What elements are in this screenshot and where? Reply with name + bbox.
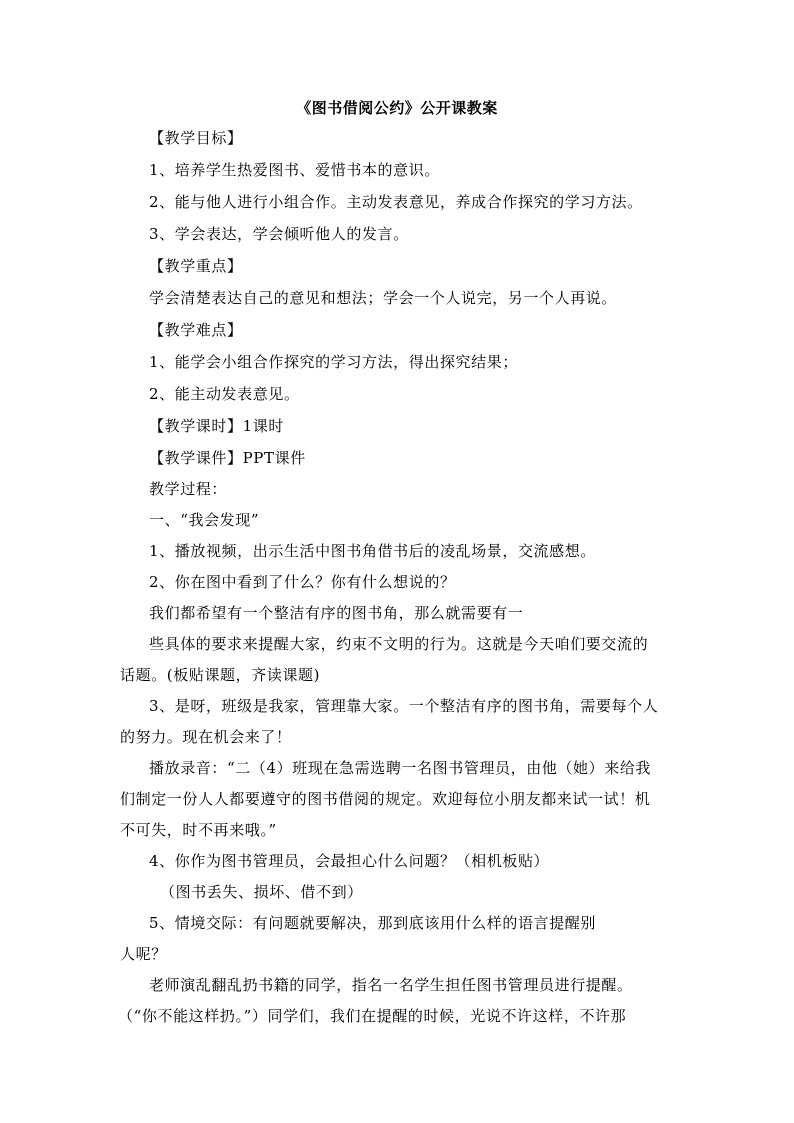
- paragraph-line: 老师演乱翻乱扔书籍的同学，指名一名学生担任图书管理员进行提醒。: [149, 976, 633, 994]
- paragraph-line: 话题。(板贴课题，齐读课题): [120, 666, 321, 684]
- paragraph-line: 我们都希望有一个整洁有序的图书角，那么就需要有一: [149, 604, 524, 622]
- courseware: 【教学课件】PPT课件: [149, 449, 306, 467]
- objective-3: 3、学会表达，学会倾听他人的发言。: [149, 225, 409, 243]
- difficulty-2: 2、能主动发表意见。: [149, 385, 300, 403]
- document-title: 《图书借阅公约》公开课教案: [296, 99, 498, 117]
- heading-objectives: 【教学目标】: [149, 129, 243, 147]
- step-4: 4、你作为图书管理员，会最担心什么问题？（相机板贴）: [149, 852, 550, 870]
- paragraph-line: （“你不能这样扔。”）同学们，我们在提醒的时候，光说不许这样，不许那: [118, 1007, 627, 1025]
- step-3: 3、是呀，班级是我家，管理靠大家。一个整洁有序的图书角，需要每个人: [149, 697, 659, 715]
- paragraph-line: （图书丢失、损坏、借不到）: [160, 883, 363, 901]
- objective-1: 1、培养学生热爱图书、爱惜书本的意识。: [149, 161, 440, 179]
- step-5: 5、情境交际：有问题就要解决，那到底该用什么样的语言提醒别: [149, 914, 596, 932]
- class-hours: 【教学课时】1课时: [149, 417, 284, 435]
- paragraph-line: 人呢？: [120, 945, 167, 963]
- heading-process: 教学过程：: [149, 480, 228, 498]
- step-2: 2、你在图中看到了什么？你有什么想说的？: [149, 573, 456, 591]
- difficulty-1: 1、能学会小组合作探究的学习方法，得出探究结果；: [149, 353, 518, 371]
- key-point-text: 学会清楚表达自己的意见和想法；学会一个人说完，另一个人再说。: [149, 289, 618, 307]
- heading-difficulties: 【教学难点】: [149, 321, 243, 339]
- paragraph-line: 播放录音：“二（4）班现在急需选聘一名图书管理员，由他（她）来给我: [149, 759, 652, 777]
- paragraph-line: 们制定一份人人都要遵守的图书借阅的规定。欢迎每位小朋友都来试一试！机: [120, 790, 651, 808]
- paragraph-line: 些具体的要求来提醒大家，约束不文明的行为。这就是今天咱们要交流的: [149, 635, 649, 653]
- paragraph-line: 的努力。现在机会来了！: [120, 728, 292, 746]
- step-1: 1、播放视频，出示生活中图书角借书后的凌乱场景，交流感想。: [149, 542, 596, 560]
- section-1-heading: 一、“我会发现”: [149, 511, 260, 529]
- heading-key-points: 【教学重点】: [149, 257, 243, 275]
- paragraph-line: 不可失，时不再来哦。”: [120, 821, 277, 839]
- objective-2: 2、能与他人进行小组合作。主动发表意见，养成合作探究的学习方法。: [149, 193, 643, 211]
